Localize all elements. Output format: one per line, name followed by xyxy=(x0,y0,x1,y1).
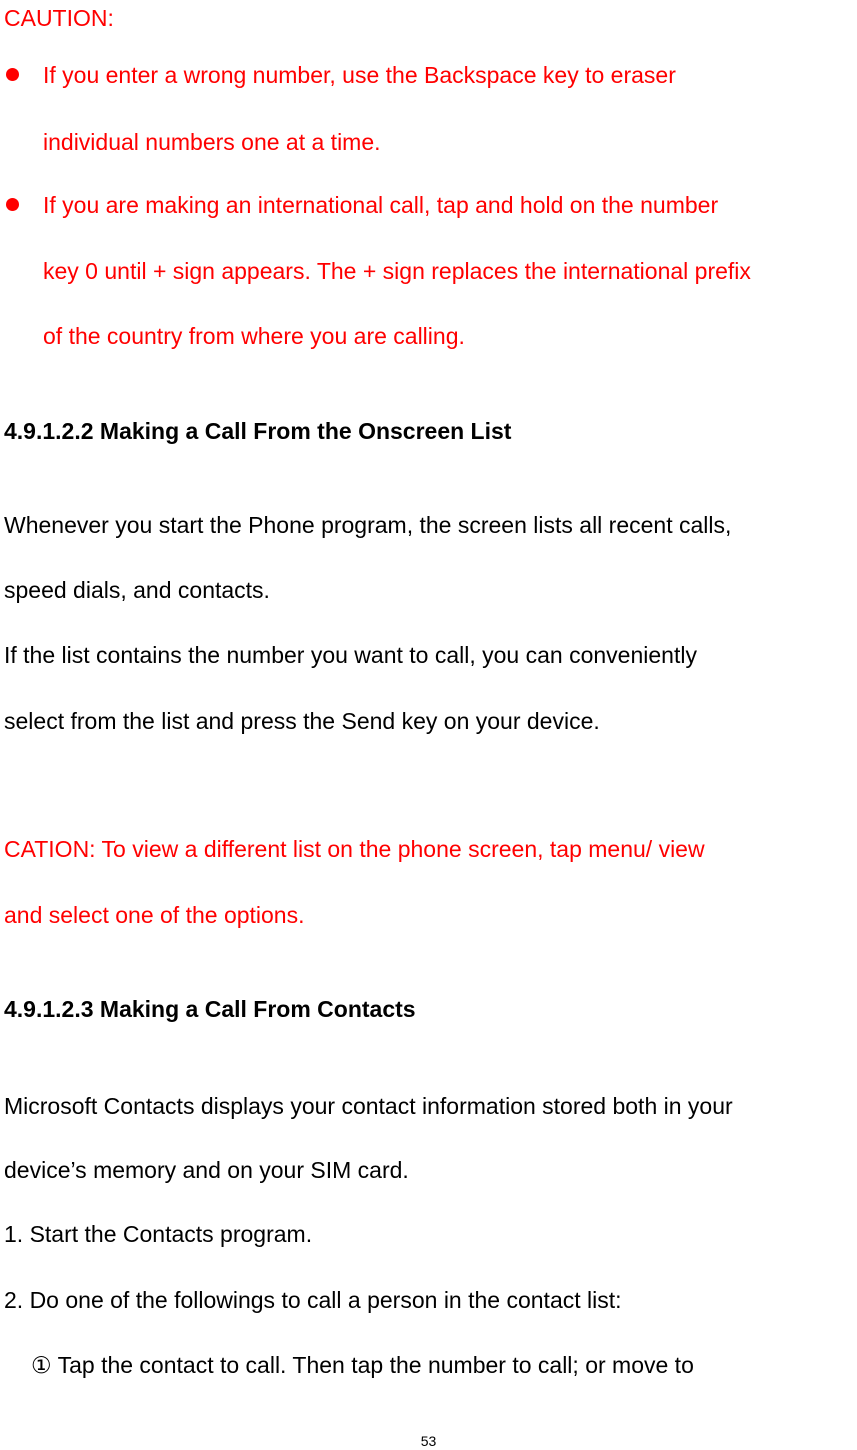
step-1: 1. Start the Contacts program. xyxy=(4,1221,313,1247)
caution-heading: CAUTION: xyxy=(4,5,114,31)
paragraph-line: Whenever you start the Phone program, the screen lists all recent calls, xyxy=(4,512,732,538)
caution-bullet-1-line-1: If you enter a wrong number, use the Backspace key to eraser xyxy=(43,62,676,88)
paragraph-line: device’s memory and on your SIM card. xyxy=(4,1157,409,1183)
paragraph-line: speed dials, and contacts. xyxy=(4,577,270,603)
caution-note-line-1: CATION: To view a different list on the phone screen, tap menu/ view xyxy=(4,836,705,862)
paragraph-line: If the list contains the number you want to call, you can conveniently xyxy=(4,642,697,668)
bullet-dot-icon xyxy=(6,68,19,81)
bullet-dot-icon xyxy=(6,198,19,211)
paragraph-line: Microsoft Contacts displays your contact information stored both in your xyxy=(4,1093,733,1119)
caution-note-line-2: and select one of the options. xyxy=(4,902,305,928)
paragraph-line: select from the list and press the Send key on your device. xyxy=(4,708,600,734)
page-number: 53 xyxy=(420,1433,437,1449)
caution-bullet-2-line-3: of the country from where you are calling. xyxy=(43,323,465,349)
section-heading-contacts: 4.9.1.2.3 Making a Call From Contacts xyxy=(4,996,416,1022)
caution-bullet-2-line-1: If you are making an international call, tap and hold on the number xyxy=(43,192,719,218)
caution-bullet-1-line-2: individual numbers one at a time. xyxy=(43,129,381,155)
step-2: 2. Do one of the followings to call a person in the contact list: xyxy=(4,1287,622,1313)
substep-1: ① Tap the contact to call. Then tap the number to call; or move to xyxy=(31,1352,694,1378)
caution-bullet-2-line-2: key 0 until + sign appears. The + sign replaces the international prefix xyxy=(43,258,751,284)
section-heading-onscreen-list: 4.9.1.2.2 Making a Call From the Onscreen List xyxy=(4,418,512,444)
